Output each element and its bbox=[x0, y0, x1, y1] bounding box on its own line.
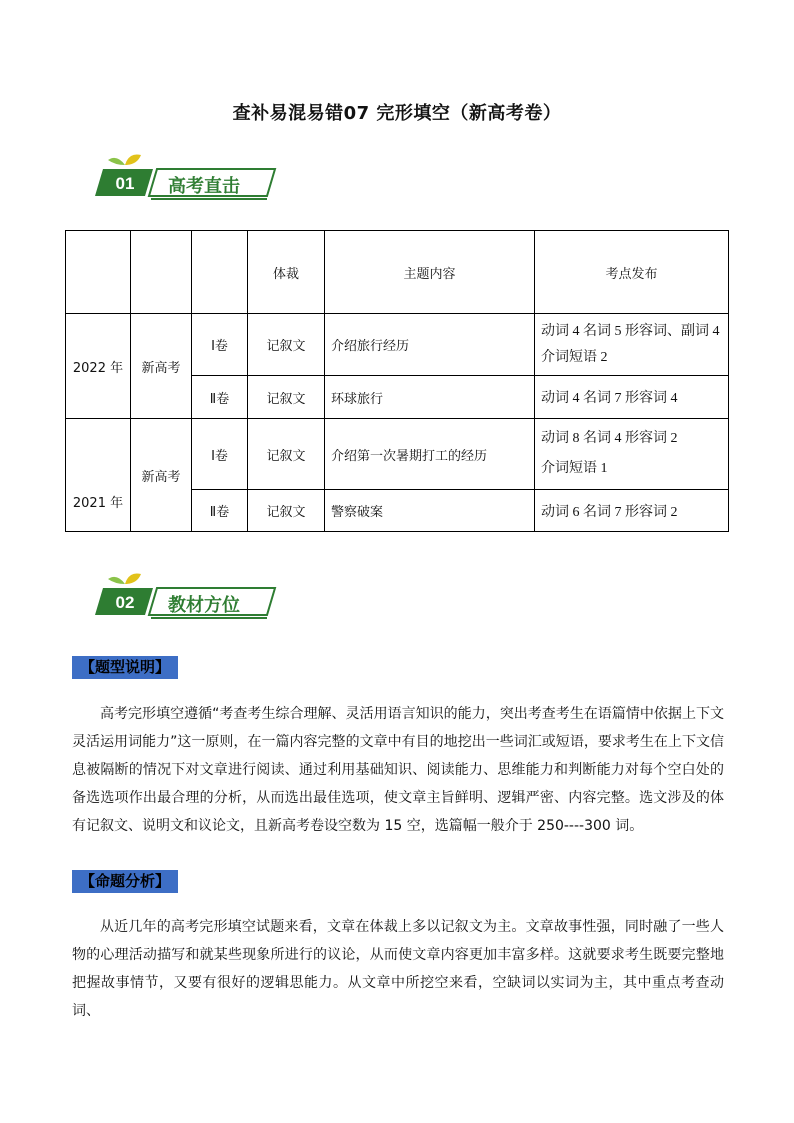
genre-cell: 记叙文 bbox=[248, 490, 325, 532]
exam-cell: 新高考 bbox=[131, 419, 192, 532]
table-row bbox=[66, 419, 729, 490]
topic-cell: 介绍第一次暑期打工的经历 bbox=[325, 419, 535, 490]
topic-cell: 环球旅行 bbox=[325, 376, 535, 419]
points-line: 介词短语 1 bbox=[541, 461, 608, 476]
points-line: 介词短语 2 bbox=[541, 349, 608, 365]
topic-cell: 警察破案 bbox=[325, 490, 535, 532]
analysis-heading: 【命题分析】 bbox=[72, 870, 178, 893]
type-desc-paragraph: 高考完形填空遵循“考查考生综合理解、灵活用语言知识的能力，突出考查考生在语篇情中依据上下文灵活运用词能力”这一原则，在一篇内容完整的文章中有目的地挖出一些词汇或短语，要求考生在上下文信息被隔断的情况下对文章进行阅读、通过利用基础知识、阅读能力、思维能力和判断能力对每个空白处的备选选项作出最合理的分析，从而选出最佳选项，使文章主旨鲜明、逻辑严密、内容完整。选文涉及的体有记叙文、说明文和议论文，且新高考卷设空数为 15 空，选篇幅一般介于 250----300 词。 bbox=[72, 706, 724, 834]
genre-cell: 记叙文 bbox=[248, 419, 325, 490]
table-header-row bbox=[66, 231, 729, 314]
points-cell bbox=[535, 314, 729, 376]
points-cell: 动词 4 名词 7 形容词 4 bbox=[535, 376, 729, 419]
type-desc-heading: 【题型说明】 bbox=[72, 656, 178, 679]
year-cell: 2022 年 bbox=[66, 314, 131, 419]
analysis-paragraph: 从近几年的高考完形填空试题来看，文章在体裁上多以记叙文为主。文章故事性强，同时融了一些人物的心理活动描写和就某些现象所进行的议论，从而使文章内容更加丰富多样。这就要求考生既要完整地把握故事情节，又要有很好的逻辑思能力。从文章中所挖空来看，空缺词以实词为主，其中重点考查动词、 bbox=[72, 919, 724, 1019]
header-genre: 体裁 bbox=[248, 231, 325, 314]
year-cell: 2021 年 bbox=[66, 419, 131, 532]
header-cell bbox=[192, 231, 248, 314]
points-cell bbox=[535, 419, 729, 490]
section-label: 高考直击 bbox=[168, 176, 240, 197]
section-badge-02 bbox=[95, 571, 285, 621]
table-row bbox=[66, 314, 729, 376]
exam-cell: 新高考 bbox=[131, 314, 192, 419]
section-badge-01 bbox=[95, 152, 285, 202]
paper-cell: Ⅱ卷 bbox=[192, 376, 248, 419]
points-line: 动词 4 名词 5 形容词、副词 4 bbox=[541, 323, 720, 339]
header-cell bbox=[131, 231, 192, 314]
section-number: 01 bbox=[115, 174, 135, 193]
points-cell: 动词 6 名词 7 形容词 2 bbox=[535, 490, 729, 532]
header-topic: 主题内容 bbox=[325, 231, 535, 314]
header-cell bbox=[66, 231, 131, 314]
paper-cell: Ⅱ卷 bbox=[192, 490, 248, 532]
section-number: 02 bbox=[115, 593, 135, 612]
topic-cell: 介绍旅行经历 bbox=[325, 314, 535, 376]
page-title: 查补易混易错07 完形填空（新高考卷） bbox=[232, 103, 562, 124]
header-points: 考点发布 bbox=[535, 231, 729, 314]
genre-cell: 记叙文 bbox=[248, 376, 325, 419]
section-label: 教材方位 bbox=[168, 595, 240, 616]
paper-cell: Ⅰ卷 bbox=[192, 314, 248, 376]
paper-cell: Ⅰ卷 bbox=[192, 419, 248, 490]
genre-cell: 记叙文 bbox=[248, 314, 325, 376]
points-line: 动词 8 名词 4 形容词 2 bbox=[541, 431, 678, 446]
exam-points-table bbox=[65, 230, 729, 532]
